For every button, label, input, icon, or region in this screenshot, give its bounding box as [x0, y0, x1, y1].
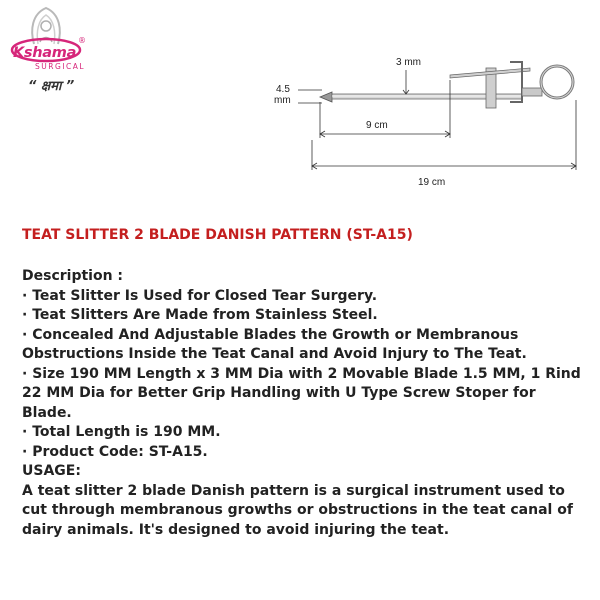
description-bullet: · Teat Slitter Is Used for Closed Tear Surgery. — [22, 287, 588, 307]
teat-slitter-diagram — [260, 40, 600, 200]
dim-total-label: 19 cm — [418, 177, 446, 188]
description-bullet: · Concealed And Adjustable Blades the Growth or Membranous Obstructions Inside the Teat Canal and Avoid Injury to The Teat. — [22, 326, 588, 365]
brand-hindi-name: “ क्षमा ” — [28, 79, 75, 94]
dim-blade-label: 4.5 — [276, 84, 290, 95]
dimension-blade-height — [274, 84, 322, 106]
description-bullet: · Product Code: ST-A15. — [22, 443, 588, 463]
product-description — [22, 267, 588, 540]
description-bullet: · Total Length is 190 MM. — [22, 423, 588, 443]
description-bullet: · Size 190 MM Length x 3 MM Dia with 2 Movable Blade 1.5 MM, 1 Rind 22 MM Dia for Better Grip Handling with U Type Screw Stoper for Blade. — [22, 365, 588, 424]
brand-tagline: SURGICAL — [35, 62, 86, 71]
dim-blade-unit: mm — [274, 95, 291, 106]
dimension-total-length — [312, 100, 576, 188]
dimension-inner-length — [320, 80, 450, 138]
description-heading: Description : — [22, 268, 124, 284]
description-bullet: · Teat Slitters Are Made from Stainless Steel. — [22, 306, 588, 326]
dimension-diameter — [396, 57, 421, 94]
usage-text: A teat slitter 2 blade Danish pattern is a surgical instrument used to cut through membranous growths or obstructions in the teat canal of dairy animals. It's designed to avoid injuring the teat. — [22, 482, 573, 538]
registered-mark: ® — [78, 36, 86, 45]
dim-inner-label: 9 cm — [366, 120, 388, 131]
product-title: TEAT SLITTER 2 BLADE DANISH PATTERN (ST-A15) — [22, 227, 413, 243]
instrument-drawing — [320, 62, 573, 108]
brand-name: Kshama — [13, 45, 77, 61]
dim-diameter-label: 3 mm — [396, 57, 421, 68]
brand-logo — [6, 4, 86, 96]
usage-heading: USAGE: — [22, 463, 81, 479]
